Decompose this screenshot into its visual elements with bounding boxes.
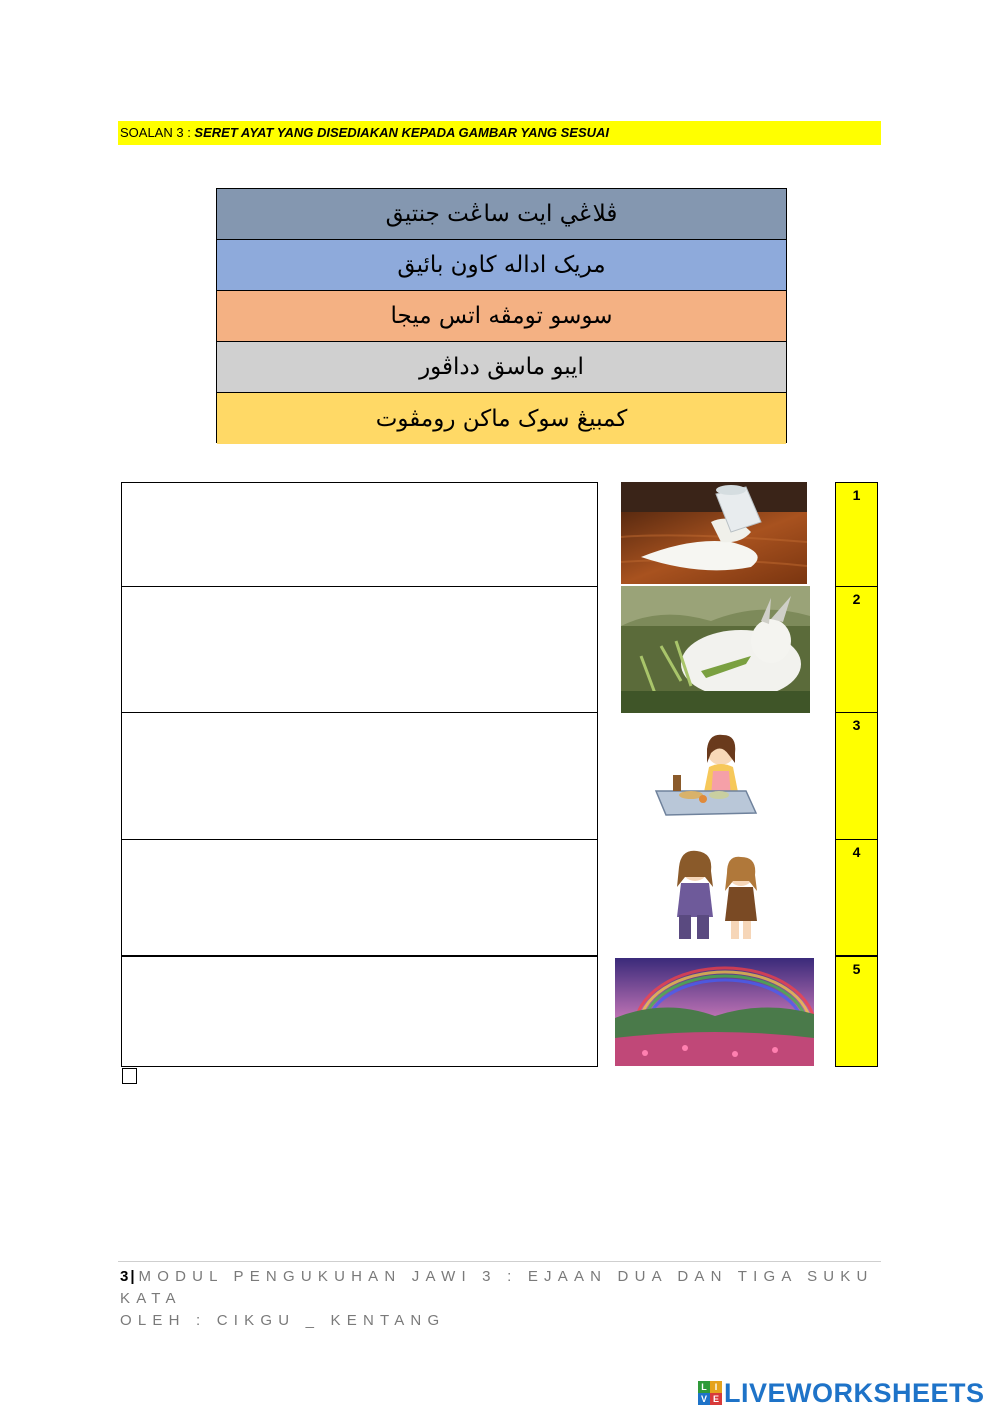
question-heading: [118, 121, 881, 145]
footer-divider: [118, 1261, 881, 1262]
checkbox[interactable]: [122, 1068, 137, 1084]
module-title: MODUL PENGUKUHAN JAWI 3 : EJAAN DUA DAN TIGA SUKU KATA: [120, 1268, 874, 1307]
row-number-3: 3: [835, 712, 878, 840]
answer-option-4[interactable]: ايبو ماسق دداڤور: [217, 342, 786, 393]
two-friends-image: [661, 847, 773, 947]
answer-bank: [216, 188, 787, 443]
liveworksheets-brand: [698, 1378, 985, 1408]
drop-zone-2[interactable]: [121, 586, 598, 713]
answer-option-2[interactable]: مريک اداله کاون بائيق: [217, 240, 786, 291]
answer-option-5[interactable]: کمبيڠ سوک ماکن رومڤوت: [217, 393, 786, 444]
answer-option-3[interactable]: سوسو تومڤه اتس ميجا: [217, 291, 786, 342]
matching-table: [121, 482, 878, 1067]
row-number-4: 4: [835, 839, 878, 956]
drop-zone-4[interactable]: [121, 839, 598, 956]
brand-name: LIVEWORKSHEETS: [724, 1377, 985, 1408]
rainbow-image: [615, 958, 814, 1066]
goat-image: [621, 586, 810, 713]
mother-cooking-image: [651, 727, 761, 827]
author-line: OLEH : CIKGU _ KENTANG: [120, 1312, 446, 1329]
drop-zone-5[interactable]: [121, 956, 598, 1067]
drop-zone-1[interactable]: [121, 482, 598, 587]
row-number-2: 2: [835, 586, 878, 713]
question-prefix: SOALAN 3 :: [120, 125, 195, 140]
drop-zone-3[interactable]: [121, 712, 598, 840]
footer-separator: |: [130, 1268, 135, 1285]
page-number: 3: [120, 1268, 129, 1285]
spilled-milk-image: [621, 482, 807, 584]
liveworksheets-logo-icon: L I V E: [698, 1381, 722, 1405]
footer: [120, 1266, 880, 1332]
answer-option-1[interactable]: ڤلاڠي ايت ساڠت جنتيق: [217, 189, 786, 240]
row-number-1: 1: [835, 482, 878, 587]
row-number-5: 5: [835, 956, 878, 1067]
question-instruction: SERET AYAT YANG DISEDIAKAN KEPADA GAMBAR YANG SESUAI: [194, 125, 610, 140]
